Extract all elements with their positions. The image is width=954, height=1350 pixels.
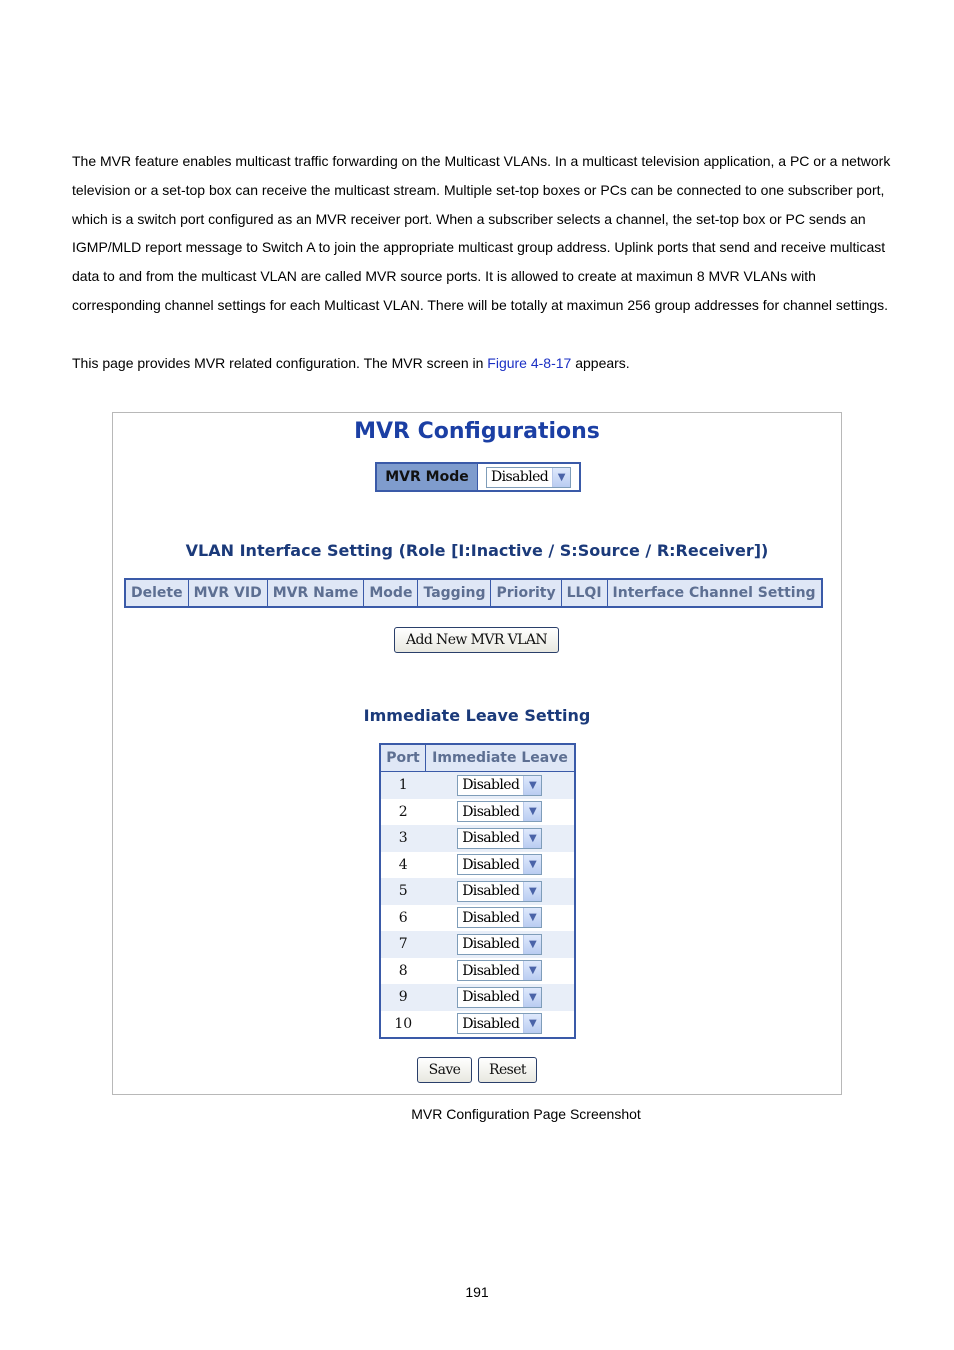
chevron-down-icon[interactable]: ▼ (523, 882, 541, 901)
immediate-leave-value: Disabled (462, 909, 520, 926)
mvr-mode-row (375, 462, 581, 492)
chevron-down-icon[interactable]: ▼ (523, 1014, 541, 1033)
immediate-leave-value: Disabled (462, 803, 520, 820)
immediate-leave-cell (426, 852, 576, 879)
immediate-leave-select[interactable] (457, 828, 542, 849)
port-number: 3 (380, 825, 426, 852)
screenshot-frame (112, 412, 842, 1095)
table-row (380, 931, 575, 958)
mvr-mode-cell (478, 464, 579, 490)
mvr-mode-label: MVR Mode (377, 464, 478, 490)
table-row (380, 799, 575, 826)
table-row (380, 1011, 575, 1039)
vlan-table-header (125, 579, 822, 607)
immediate-leave-value: Disabled (462, 989, 520, 1006)
immediate-leave-cell (426, 1011, 576, 1039)
mvr-mode-value: Disabled (491, 469, 549, 485)
col-mode: Mode (364, 579, 418, 607)
port-number: 5 (380, 878, 426, 905)
immediate-leave-select[interactable] (457, 881, 542, 902)
col-mvr-name: MVR Name (267, 579, 364, 607)
page-title: MVR Configurations (354, 419, 600, 444)
port-number: 8 (380, 958, 426, 985)
figure-link[interactable]: Figure 4-8-17 (487, 355, 572, 371)
vlan-table (124, 578, 823, 608)
immediate-leave-select[interactable] (457, 801, 542, 822)
save-button[interactable]: Save (417, 1057, 472, 1083)
immediate-leave-value: Disabled (462, 936, 520, 953)
chevron-down-icon[interactable]: ▼ (523, 908, 541, 927)
page-number: 191 (465, 1284, 489, 1300)
col-priority: Priority (491, 579, 561, 607)
immediate-leave-value: Disabled (462, 830, 520, 847)
col-immediate-leave: Immediate Leave (426, 744, 576, 772)
chevron-down-icon[interactable]: ▼ (523, 935, 541, 954)
immediate-leave-select[interactable] (457, 987, 542, 1008)
immediate-leave-select[interactable] (457, 775, 542, 796)
chevron-down-icon[interactable]: ▼ (523, 961, 541, 980)
caption-text: MVR Configuration Page Screenshot (411, 1106, 641, 1122)
immediate-leave-cell (426, 825, 576, 852)
col-interface-channel-setting: Interface Channel Setting (607, 579, 822, 607)
figure-caption (0, 1106, 954, 1122)
vlan-section-title: VLAN Interface Setting (Role [I:Inactive / S:Source / R:Receiver]) (185, 541, 769, 560)
col-tagging: Tagging (418, 579, 491, 607)
table-row (380, 852, 575, 879)
immediate-leave-select[interactable] (457, 934, 542, 955)
port-number: 9 (380, 984, 426, 1011)
intro-line (72, 349, 892, 378)
immediate-leave-value: Disabled (462, 962, 520, 979)
col-port: Port (380, 744, 426, 772)
immediate-leave-cell (426, 958, 576, 985)
chevron-down-icon[interactable]: ▼ (523, 855, 541, 874)
intro-line-text: This page provides MVR related configuration. The MVR screen in (72, 355, 488, 371)
immediate-leave-value: Disabled (462, 856, 520, 873)
table-row (380, 958, 575, 985)
table-row (380, 878, 575, 905)
table-row (380, 772, 575, 799)
immediate-leave-select[interactable] (457, 960, 542, 981)
port-number: 4 (380, 852, 426, 879)
mvr-mode-select[interactable] (486, 467, 571, 488)
chevron-down-icon[interactable]: ▼ (523, 988, 541, 1007)
immediate-leave-select[interactable] (457, 854, 542, 875)
immediate-leave-header (380, 744, 575, 772)
immediate-leave-cell (426, 984, 576, 1011)
table-row (380, 984, 575, 1011)
immediate-leave-value: Disabled (462, 1015, 520, 1032)
port-number: 10 (380, 1011, 426, 1039)
col-mvr-vid: MVR VID (188, 579, 267, 607)
immediate-leave-cell (426, 878, 576, 905)
immediate-leave-section-title: Immediate Leave Setting (363, 706, 591, 725)
table-row (380, 905, 575, 932)
add-new-mvr-vlan-button[interactable]: Add New MVR VLAN (394, 627, 559, 653)
chevron-down-icon[interactable]: ▼ (523, 802, 541, 821)
immediate-leave-cell (426, 799, 576, 826)
immediate-leave-value: Disabled (462, 883, 520, 900)
immediate-leave-cell (426, 931, 576, 958)
port-number: 6 (380, 905, 426, 932)
reset-button[interactable]: Reset (478, 1057, 537, 1083)
intro-paragraph: The MVR feature enables multicast traffic forwarding on the Multicast VLANs. In a multicast television application, a PC or a network television or a set-top box can receive the multicast stream. Multiple set-top boxes or PCs can be connected to one subscriber port, which is a switch port configured as an MVR receiver port. When a subscriber selects a channel, the set-top box or PC sends an IGMP/MLD report message to Switch A to join the appropriate multicast group address. Uplink ports that send and receive multicast data to and from the multicast VLAN are called MVR source ports. It is allowed to create at maximun 8 MVR VLANs with corresponding channel settings for each Multicast VLAN. There will be totally at maximun 256 group addresses for channel settings. (72, 153, 891, 313)
table-row (380, 825, 575, 852)
port-number: 1 (380, 772, 426, 799)
immediate-leave-value: Disabled (462, 777, 520, 794)
immediate-leave-table (379, 743, 576, 1039)
chevron-down-icon[interactable]: ▼ (552, 468, 570, 487)
col-llqi: LLQI (561, 579, 607, 607)
chevron-down-icon[interactable]: ▼ (523, 776, 541, 795)
chevron-down-icon[interactable]: ▼ (523, 829, 541, 848)
col-delete: Delete (125, 579, 188, 607)
immediate-leave-select[interactable] (457, 907, 542, 928)
intro-line-end: appears. (571, 355, 630, 371)
port-number: 2 (380, 799, 426, 826)
port-number: 7 (380, 931, 426, 958)
immediate-leave-cell (426, 772, 576, 799)
immediate-leave-cell (426, 905, 576, 932)
immediate-leave-select[interactable] (457, 1013, 542, 1034)
